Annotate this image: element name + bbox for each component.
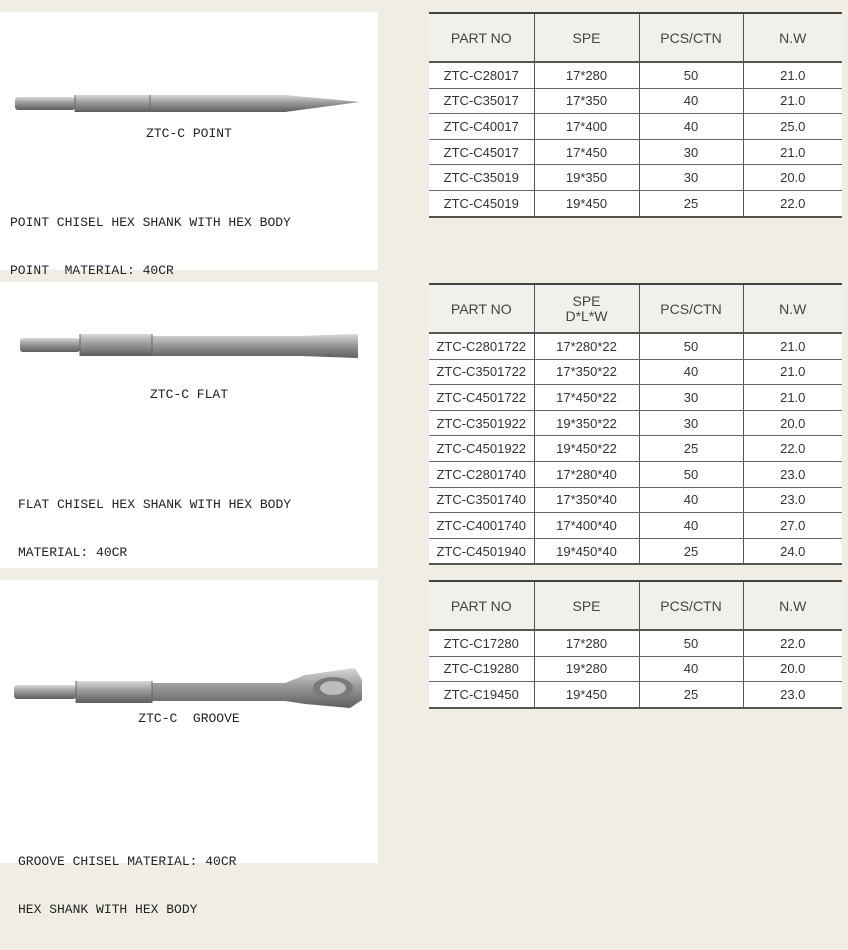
product-panel-flat <box>0 282 378 568</box>
table-row <box>429 114 842 140</box>
groove-chisel-image <box>0 580 378 720</box>
cell-part-no: ZTC-C2801722 <box>429 333 534 359</box>
description-line: POINT MATERIAL: 40CR <box>10 263 174 278</box>
cell-pcs-ctn: 25 <box>639 436 743 462</box>
cell-pcs-ctn: 50 <box>639 62 743 88</box>
cell-spe: 17*350*40 <box>534 487 639 513</box>
header-part-no: PART NO <box>429 581 534 630</box>
table-row <box>429 333 842 359</box>
flat-chisel-image <box>0 282 378 372</box>
spec-table-flat <box>429 283 842 565</box>
cell-pcs-ctn: 40 <box>639 487 743 513</box>
cell-spe: 19*450 <box>534 190 639 216</box>
cell-pcs-ctn: 30 <box>639 165 743 191</box>
product-panel-point <box>0 12 378 278</box>
table-row <box>429 682 842 708</box>
cell-spe: 17*280*40 <box>534 461 639 487</box>
table-header-row <box>429 284 842 333</box>
cell-spe: 17*350*22 <box>534 359 639 385</box>
header-pcs-ctn: PCS/CTN <box>639 13 743 62</box>
cell-spe: 17*280*22 <box>534 333 639 359</box>
cell-pcs-ctn: 40 <box>639 513 743 539</box>
table-body <box>429 333 842 564</box>
cell-spe: 17*280 <box>534 62 639 88</box>
cell-part-no: ZTC-C2801740 <box>429 461 534 487</box>
cell-pcs-ctn: 25 <box>639 190 743 216</box>
table-row <box>429 513 842 539</box>
cell-nw: 24.0 <box>743 538 842 564</box>
header-pcs-ctn: PCS/CTN <box>639 284 743 333</box>
cell-pcs-ctn: 30 <box>639 139 743 165</box>
cell-pcs-ctn: 30 <box>639 385 743 411</box>
table-row <box>429 436 842 462</box>
cell-part-no: ZTC-C35019 <box>429 165 534 191</box>
cell-part-no: ZTC-C4501722 <box>429 385 534 411</box>
cell-spe: 17*350 <box>534 88 639 114</box>
cell-part-no: ZTC-C3501922 <box>429 410 534 436</box>
cell-nw: 20.0 <box>743 656 842 682</box>
cell-pcs-ctn: 40 <box>639 359 743 385</box>
cell-spe: 17*400*40 <box>534 513 639 539</box>
table-header-row <box>429 13 842 62</box>
description-line: GROOVE CHISEL MATERIAL: 40CR <box>18 854 237 869</box>
cell-nw: 21.0 <box>743 88 842 114</box>
spec-table-groove <box>429 580 842 709</box>
product-caption: ZTC-C POINT <box>146 126 232 141</box>
table-row <box>429 359 842 385</box>
cell-spe: 17*450 <box>534 139 639 165</box>
table-row <box>429 190 842 216</box>
cell-pcs-ctn: 50 <box>639 461 743 487</box>
cell-pcs-ctn: 50 <box>639 630 743 656</box>
cell-spe: 19*450*22 <box>534 436 639 462</box>
cell-pcs-ctn: 40 <box>639 656 743 682</box>
table-row <box>429 62 842 88</box>
cell-part-no: ZTC-C3501740 <box>429 487 534 513</box>
table-row <box>429 538 842 564</box>
cell-spe: 19*350*22 <box>534 410 639 436</box>
cell-part-no: ZTC-C19280 <box>429 656 534 682</box>
description-line: MATERIAL: 40CR <box>18 545 128 560</box>
cell-nw: 25.0 <box>743 114 842 140</box>
product-description <box>18 822 236 950</box>
cell-nw: 21.0 <box>743 62 842 88</box>
cell-part-no: ZTC-C28017 <box>429 62 534 88</box>
header-spe <box>534 284 639 333</box>
product-caption: ZTC-C FLAT <box>149 387 228 402</box>
product-panel-groove <box>0 580 378 917</box>
table-row <box>429 410 842 436</box>
cell-nw: 23.0 <box>743 682 842 708</box>
header-nw: N.W <box>743 581 842 630</box>
cell-nw: 20.0 <box>743 410 842 436</box>
cell-part-no: ZTC-C3501722 <box>429 359 534 385</box>
cell-pcs-ctn: 30 <box>639 410 743 436</box>
description-line: POINT CHISEL HEX SHANK WITH HEX BODY <box>10 215 291 230</box>
table-row <box>429 487 842 513</box>
cell-part-no: ZTC-C45019 <box>429 190 534 216</box>
table-row <box>429 139 842 165</box>
cell-spe: 17*450*22 <box>534 385 639 411</box>
table-body <box>429 630 842 708</box>
table-row <box>429 461 842 487</box>
cell-nw: 22.0 <box>743 436 842 462</box>
cell-spe: 17*400 <box>534 114 639 140</box>
cell-nw: 21.0 <box>743 359 842 385</box>
point-chisel-image <box>0 12 378 122</box>
header-spe-label: SPE <box>572 292 601 309</box>
cell-part-no: ZTC-C4001740 <box>429 513 534 539</box>
cell-spe: 19*350 <box>534 165 639 191</box>
cell-nw: 22.0 <box>743 630 842 656</box>
cell-spe: 19*280 <box>534 656 639 682</box>
table-row <box>429 656 842 682</box>
table-row <box>429 88 842 114</box>
cell-pcs-ctn: 50 <box>639 333 743 359</box>
table-row <box>429 385 842 411</box>
table-header-row <box>429 581 842 630</box>
cell-nw: 21.0 <box>743 139 842 165</box>
cell-nw: 22.0 <box>743 190 842 216</box>
cell-pcs-ctn: 25 <box>639 682 743 708</box>
header-pcs-ctn: PCS/CTN <box>639 581 743 630</box>
header-part-no: PART NO <box>429 284 534 333</box>
cell-nw: 21.0 <box>743 333 842 359</box>
header-spe-sub: D*L*W <box>565 307 608 324</box>
cell-pcs-ctn: 25 <box>639 538 743 564</box>
cell-part-no: ZTC-C4501922 <box>429 436 534 462</box>
header-spe: SPE <box>534 13 639 62</box>
header-spe: SPE <box>534 581 639 630</box>
cell-part-no: ZTC-C17280 <box>429 630 534 656</box>
table-row <box>429 630 842 656</box>
cell-spe: 17*280 <box>534 630 639 656</box>
cell-nw: 27.0 <box>743 513 842 539</box>
description-line: HEX SHANK WITH HEX BODY <box>18 902 198 917</box>
cell-nw: 23.0 <box>743 461 842 487</box>
table-row <box>429 165 842 191</box>
cell-part-no: ZTC-C45017 <box>429 139 534 165</box>
spec-table-point <box>429 12 842 218</box>
description-line: FLAT CHISEL HEX SHANK WITH HEX BODY <box>18 497 292 512</box>
table-body <box>429 62 842 217</box>
header-part-no: PART NO <box>429 13 534 62</box>
cell-part-no: ZTC-C19450 <box>429 682 534 708</box>
cell-part-no: ZTC-C4501940 <box>429 538 534 564</box>
cell-spe: 19*450 <box>534 682 639 708</box>
cell-part-no: ZTC-C40017 <box>429 114 534 140</box>
product-caption: ZTC-C GROOVE <box>138 711 240 726</box>
cell-nw: 21.0 <box>743 385 842 411</box>
header-nw: N.W <box>743 284 842 333</box>
cell-nw: 20.0 <box>743 165 842 191</box>
cell-spe: 19*450*40 <box>534 538 639 564</box>
cell-pcs-ctn: 40 <box>639 88 743 114</box>
header-nw: N.W <box>743 13 842 62</box>
cell-pcs-ctn: 40 <box>639 114 743 140</box>
cell-nw: 23.0 <box>743 487 842 513</box>
cell-part-no: ZTC-C35017 <box>429 88 534 114</box>
